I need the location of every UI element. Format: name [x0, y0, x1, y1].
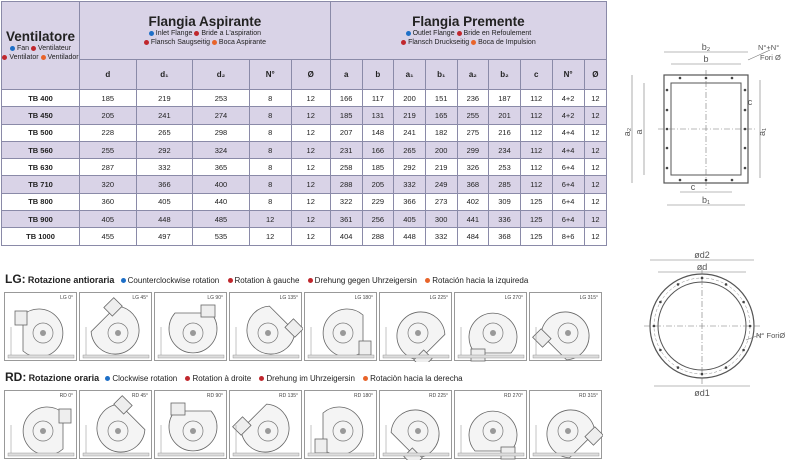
- red-dot-icon: [228, 278, 233, 283]
- tile-label: LG 180°: [354, 295, 373, 301]
- column-header: a₂: [457, 60, 489, 90]
- rd-section-header: RD: Rotazione oraria Clockwise rotation Rotation à droite Drehung im Uhrzeigersin Rotaciòn hacia la derecha: [5, 370, 463, 384]
- value-cell: 288: [362, 228, 394, 245]
- column-header: a: [330, 60, 362, 90]
- rd-tile: [79, 390, 152, 459]
- rd-tile: [304, 390, 377, 459]
- red-dot-icon: [457, 31, 462, 36]
- value-cell: 4+2: [552, 107, 584, 124]
- rd-tile: [454, 390, 527, 459]
- value-cell: 12: [291, 107, 330, 124]
- value-cell: 6+4: [552, 193, 584, 210]
- value-cell: 253: [489, 159, 521, 176]
- table-row: [2, 124, 607, 141]
- value-cell: 219: [136, 90, 193, 107]
- rd-tile: [154, 390, 227, 459]
- model-cell: TB 630: [2, 159, 80, 176]
- value-cell: 299: [457, 141, 489, 158]
- value-cell: 241: [136, 107, 193, 124]
- value-cell: 6+4: [552, 211, 584, 228]
- value-cell: 234: [489, 141, 521, 158]
- red-dot-icon: [31, 46, 36, 51]
- value-cell: 6+4: [552, 176, 584, 193]
- value-cell: 326: [457, 159, 489, 176]
- value-cell: 219: [394, 107, 426, 124]
- value-cell: 205: [80, 107, 137, 124]
- value-cell: 366: [136, 176, 193, 193]
- tile-label: RD 315°: [579, 393, 598, 399]
- value-cell: 125: [520, 228, 552, 245]
- value-cell: 361: [330, 211, 362, 228]
- value-cell: 366: [394, 193, 426, 210]
- model-cell: TB 400: [2, 90, 80, 107]
- value-cell: 12: [584, 90, 606, 107]
- table-row: [2, 107, 607, 124]
- orange-dot-icon: [425, 278, 430, 283]
- blue-dot-icon: [105, 376, 110, 381]
- table-row: [2, 228, 607, 245]
- value-cell: 182: [425, 124, 457, 141]
- rd-tile: [529, 390, 602, 459]
- fan-header: [2, 2, 80, 90]
- value-cell: 368: [457, 176, 489, 193]
- c-label: c: [690, 182, 696, 192]
- red-dot-icon: [144, 40, 149, 45]
- value-cell: 336: [489, 211, 521, 228]
- value-cell: 274: [193, 107, 250, 124]
- a1-label: a₁: [757, 127, 767, 137]
- value-cell: 298: [193, 124, 250, 141]
- value-cell: 201: [489, 107, 521, 124]
- tile-label: RD 45°: [131, 393, 148, 399]
- a2-label: a₂: [622, 127, 632, 137]
- table-row: [2, 176, 607, 193]
- tile-label: LG 0°: [60, 295, 73, 301]
- table-row: [2, 193, 607, 210]
- rect-flange-drawing: [620, 40, 800, 220]
- table-row: [2, 90, 607, 107]
- value-cell: 166: [330, 90, 362, 107]
- column-header: c: [520, 60, 552, 90]
- value-cell: 365: [193, 159, 250, 176]
- column-header: d: [80, 60, 137, 90]
- value-cell: 112: [520, 107, 552, 124]
- blue-dot-icon: [149, 31, 154, 36]
- model-cell: TB 560: [2, 141, 80, 158]
- value-cell: 249: [425, 176, 457, 193]
- value-cell: 112: [520, 141, 552, 158]
- value-cell: 241: [394, 124, 426, 141]
- red-dot-icon: [259, 376, 264, 381]
- b1-label: b₁: [701, 195, 711, 205]
- value-cell: 12: [291, 228, 330, 245]
- value-cell: 112: [520, 176, 552, 193]
- red-dot-icon: [401, 40, 406, 45]
- value-cell: 12: [584, 124, 606, 141]
- model-cell: TB 450: [2, 107, 80, 124]
- value-cell: 288: [330, 176, 362, 193]
- value-cell: 12: [291, 176, 330, 193]
- value-cell: 207: [330, 124, 362, 141]
- lg-orientation-tiles: [4, 292, 602, 361]
- value-cell: 219: [425, 159, 457, 176]
- column-header: a₁: [394, 60, 426, 90]
- rd-tile: [379, 390, 452, 459]
- orange-dot-icon: [41, 55, 46, 60]
- value-cell: 255: [80, 141, 137, 158]
- fori-label: N° ForiØ: [756, 331, 786, 340]
- value-cell: 8+6: [552, 228, 584, 245]
- value-cell: 4+4: [552, 124, 584, 141]
- value-cell: 12: [291, 159, 330, 176]
- value-cell: 405: [136, 193, 193, 210]
- value-cell: 229: [362, 193, 394, 210]
- value-cell: 12: [291, 90, 330, 107]
- value-cell: 322: [330, 193, 362, 210]
- value-cell: 440: [193, 193, 250, 210]
- value-cell: 8: [249, 90, 291, 107]
- value-cell: 12: [584, 159, 606, 176]
- value-cell: 112: [520, 90, 552, 107]
- lg-tile: [529, 292, 602, 361]
- table-row: [2, 159, 607, 176]
- tile-label: LG 270°: [504, 295, 523, 301]
- c-label: c: [747, 97, 753, 107]
- blue-dot-icon: [406, 31, 411, 36]
- value-cell: 125: [520, 193, 552, 210]
- value-cell: 275: [457, 124, 489, 141]
- value-cell: 292: [136, 141, 193, 158]
- d1-label: ød1: [694, 388, 710, 398]
- value-cell: 253: [193, 90, 250, 107]
- value-cell: 12: [249, 211, 291, 228]
- value-cell: 216: [489, 124, 521, 141]
- value-cell: 8: [249, 141, 291, 158]
- value-cell: 256: [362, 211, 394, 228]
- value-cell: 405: [80, 211, 137, 228]
- value-cell: 332: [394, 176, 426, 193]
- model-cell: TB 900: [2, 211, 80, 228]
- rd-tile: [229, 390, 302, 459]
- d-label: ød: [696, 262, 708, 272]
- value-cell: 205: [362, 176, 394, 193]
- inlet-flange-header: Flangia Aspirante Inlet Flange Bride a L'aspiration Flansch Saugseitig Boca Aspirante: [80, 2, 331, 60]
- value-cell: 255: [457, 107, 489, 124]
- value-cell: 185: [80, 90, 137, 107]
- tile-label: LG 135°: [279, 295, 298, 301]
- column-header: d₂: [193, 60, 250, 90]
- value-cell: 12: [584, 228, 606, 245]
- value-cell: 405: [394, 211, 426, 228]
- value-cell: 332: [425, 228, 457, 245]
- value-cell: 8: [249, 176, 291, 193]
- value-cell: 12: [584, 211, 606, 228]
- column-header: b₁: [425, 60, 457, 90]
- value-cell: 131: [362, 107, 394, 124]
- value-cell: 125: [520, 211, 552, 228]
- value-cell: 200: [425, 141, 457, 158]
- value-cell: 12: [584, 107, 606, 124]
- value-cell: 455: [80, 228, 137, 245]
- lg-tile: [379, 292, 452, 361]
- value-cell: 117: [362, 90, 394, 107]
- value-cell: 231: [330, 141, 362, 158]
- table-row: [2, 211, 607, 228]
- value-cell: 185: [362, 159, 394, 176]
- value-cell: 360: [80, 193, 137, 210]
- lg-tile: [4, 292, 77, 361]
- lg-tile: [304, 292, 377, 361]
- value-cell: 187: [489, 90, 521, 107]
- model-cell: TB 800: [2, 193, 80, 210]
- column-header: N°: [249, 60, 291, 90]
- d2-label: ød2: [694, 250, 710, 260]
- tile-label: LG 45°: [132, 295, 148, 301]
- orange-dot-icon: [212, 40, 217, 45]
- value-cell: 12: [584, 141, 606, 158]
- red-dot-icon: [194, 31, 199, 36]
- tile-label: RD 0°: [59, 393, 73, 399]
- tile-label: RD 135°: [279, 393, 298, 399]
- value-cell: 485: [193, 211, 250, 228]
- column-header: b₂: [489, 60, 521, 90]
- value-cell: 166: [362, 141, 394, 158]
- value-cell: 112: [520, 159, 552, 176]
- tile-label: RD 180°: [354, 393, 373, 399]
- value-cell: 309: [489, 193, 521, 210]
- value-cell: 287: [80, 159, 137, 176]
- value-cell: 273: [425, 193, 457, 210]
- rd-orientation-tiles: [4, 390, 602, 459]
- value-cell: 400: [193, 176, 250, 193]
- tile-label: RD 225°: [429, 393, 448, 399]
- value-cell: 265: [136, 124, 193, 141]
- model-cell: TB 500: [2, 124, 80, 141]
- value-cell: 12: [291, 193, 330, 210]
- value-cell: 320: [80, 176, 137, 193]
- tile-label: LG 225°: [429, 295, 448, 301]
- column-header: d₁: [136, 60, 193, 90]
- value-cell: 200: [394, 90, 426, 107]
- value-cell: 112: [520, 124, 552, 141]
- value-cell: 8: [249, 193, 291, 210]
- value-cell: 8: [249, 159, 291, 176]
- column-header: Ø: [291, 60, 330, 90]
- value-cell: 6+4: [552, 159, 584, 176]
- value-cell: 265: [394, 141, 426, 158]
- holes-label: N°+N°: [758, 43, 780, 52]
- red-dot-icon: [308, 278, 313, 283]
- value-cell: 4+2: [552, 90, 584, 107]
- value-cell: 404: [330, 228, 362, 245]
- round-flange-drawing: [640, 248, 800, 398]
- value-cell: 165: [425, 107, 457, 124]
- b2-label: b₂: [701, 42, 711, 52]
- value-cell: 12: [584, 193, 606, 210]
- value-cell: 12: [584, 176, 606, 193]
- value-cell: 402: [457, 193, 489, 210]
- value-cell: 258: [330, 159, 362, 176]
- b-label: b: [703, 54, 709, 64]
- tile-label: LG 315°: [579, 295, 598, 301]
- column-header: Ø: [584, 60, 606, 90]
- value-cell: 300: [425, 211, 457, 228]
- value-cell: 8: [249, 107, 291, 124]
- value-cell: 148: [362, 124, 394, 141]
- column-header: N°: [552, 60, 584, 90]
- lg-tile: [79, 292, 152, 361]
- value-cell: 368: [489, 228, 521, 245]
- lg-tile: [454, 292, 527, 361]
- blue-dot-icon: [121, 278, 126, 283]
- a-label: a: [634, 129, 644, 135]
- tile-label: RD 90°: [206, 393, 223, 399]
- orange-dot-icon: [471, 40, 476, 45]
- value-cell: 4+4: [552, 141, 584, 158]
- lg-section-header: LG: Rotazione antioraria Counterclockwise rotation Rotation à gauche Drehung gegen Uhrzeigersin Rotación hacia la izquireda: [5, 272, 529, 286]
- rd-tile: [4, 390, 77, 459]
- value-cell: 12: [291, 211, 330, 228]
- value-cell: 324: [193, 141, 250, 158]
- value-cell: 292: [394, 159, 426, 176]
- value-cell: 448: [394, 228, 426, 245]
- tile-label: LG 90°: [207, 295, 223, 301]
- value-cell: 12: [291, 141, 330, 158]
- fan-legend: Fan Ventilateur Ventilator Ventilador: [2, 44, 79, 62]
- spec-table: [1, 1, 607, 246]
- column-header: b: [362, 60, 394, 90]
- table-row: [2, 141, 607, 158]
- red-dot-icon: [185, 376, 190, 381]
- value-cell: 185: [330, 107, 362, 124]
- fori-label: Fori Ø: [760, 53, 781, 62]
- value-cell: 441: [457, 211, 489, 228]
- value-cell: 12: [291, 124, 330, 141]
- value-cell: 8: [249, 124, 291, 141]
- value-cell: 12: [249, 228, 291, 245]
- value-cell: 448: [136, 211, 193, 228]
- model-cell: TB 710: [2, 176, 80, 193]
- outlet-flange-header: Flangia Premente Outlet Flange Bride en Refoulement Flansch Druckseitig Boca de Impulsion: [330, 2, 606, 60]
- model-cell: TB 1000: [2, 228, 80, 245]
- value-cell: 228: [80, 124, 137, 141]
- value-cell: 497: [136, 228, 193, 245]
- value-cell: 332: [136, 159, 193, 176]
- fan-title: Ventilatore: [5, 29, 76, 44]
- orange-dot-icon: [363, 376, 368, 381]
- tile-label: RD 270°: [504, 393, 523, 399]
- value-cell: 151: [425, 90, 457, 107]
- value-cell: 535: [193, 228, 250, 245]
- value-cell: 484: [457, 228, 489, 245]
- lg-tile: [229, 292, 302, 361]
- value-cell: 285: [489, 176, 521, 193]
- lg-tile: [154, 292, 227, 361]
- value-cell: 236: [457, 90, 489, 107]
- red-dot-icon: [2, 55, 7, 60]
- blue-dot-icon: [10, 46, 15, 51]
